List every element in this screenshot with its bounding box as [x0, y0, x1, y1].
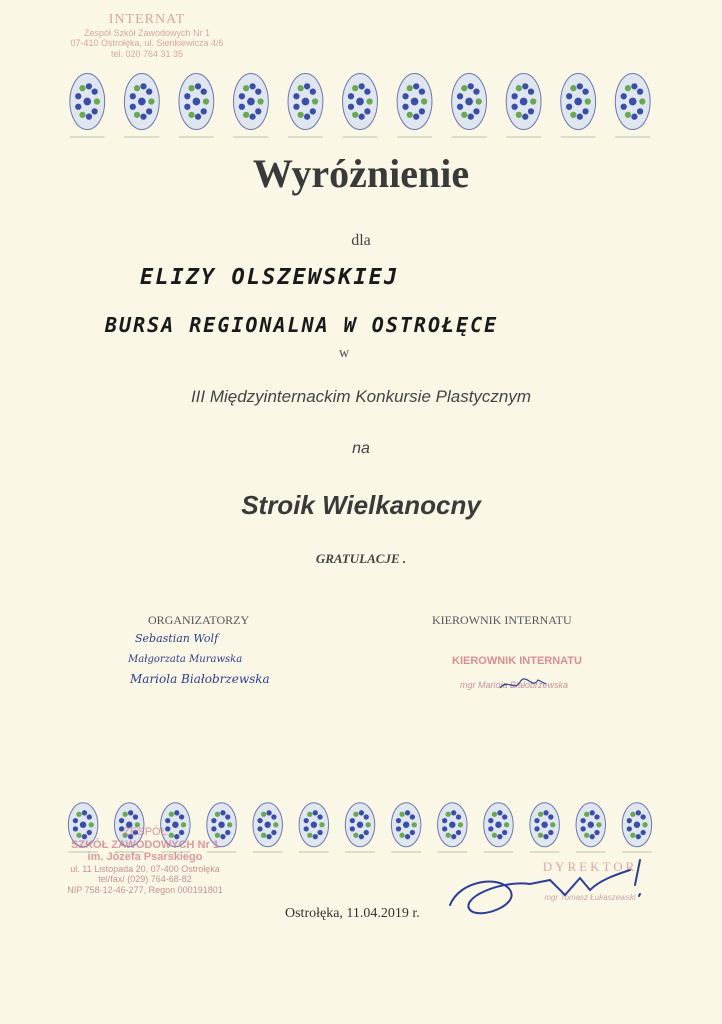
easter-eggs-top-border [60, 70, 660, 140]
in-word: w [339, 346, 350, 361]
director-signature [440, 850, 680, 930]
signature-scribble [498, 676, 548, 694]
easter-egg-icon [530, 803, 560, 852]
easter-egg-icon [179, 74, 214, 138]
category-name: Stroik Wielkanocny [241, 490, 481, 520]
internat-stamp [62, 12, 232, 59]
diploma-title: Wyróżnienie [252, 151, 470, 196]
easter-egg-icon [438, 803, 468, 852]
easter-egg-icon [288, 74, 323, 138]
stamp-line: SZKÓŁ ZAWODOWYCH Nr 1 [71, 838, 219, 851]
stamp-title: KIEROWNIK INTERNATU [452, 655, 582, 667]
easter-egg-icon [615, 74, 650, 138]
easter-egg-icon [576, 803, 606, 852]
organizer-signature: Małgorzata Murawska [128, 654, 243, 665]
recipient-name: ELIZY OLSZEWSKIEJ [140, 265, 400, 290]
for-word: dla [351, 232, 371, 249]
eggs-top-svg [60, 70, 660, 140]
easter-egg-icon [124, 74, 159, 138]
organizers-label: ORGANIZATORZY [148, 613, 250, 627]
easter-egg-icon [253, 803, 283, 852]
easter-egg-icon [233, 74, 268, 138]
competition-name: III Międzyinternackim Konkursie Plastycznym [190, 387, 532, 406]
head-signature-mark [498, 676, 548, 697]
easter-egg-icon [561, 74, 596, 138]
stamp-title: INTERNAT [108, 12, 186, 27]
stamp-name: mgr Mariola Białobrzewska [460, 679, 569, 690]
recipient-institution: BURSA REGIONALNA W OSTROŁĘCE [105, 313, 499, 337]
easter-egg-icon [622, 803, 652, 852]
stamp-line: NIP 758-12-46-277, Regon 000191801 [67, 884, 223, 895]
stamp-line: tel/fax/ (029) 764-68-82 [98, 874, 192, 885]
stamp-line: im. Józefa Psarskiego [87, 851, 203, 864]
stamp-line: Zespół Szkół Zawodowych Nr 1 [83, 28, 211, 39]
congratulations: GRATULACJE . [315, 551, 407, 566]
head-label: KIEROWNIK INTERNATU [432, 613, 572, 627]
organizer-signature: Mariola Białobrzewska [130, 672, 270, 686]
easter-egg-icon [391, 803, 421, 852]
easter-egg-icon [506, 74, 541, 138]
school-stamp [40, 826, 250, 895]
easter-egg-icon [397, 74, 432, 138]
on-word: na [352, 440, 370, 457]
organizer-signature: Sebastian Wolf [135, 632, 219, 645]
stamp-name: mgr Tomasz Łukaszewski [544, 892, 636, 902]
stamp-line: ul. 11 Listopada 20, 07-400 Ostrołęka [70, 863, 220, 874]
easter-egg-icon [70, 74, 105, 138]
stamp-line: 07-410 Ostrołęka, ul. Sienkiewicza 4/6 [70, 38, 224, 49]
easter-egg-icon [343, 74, 378, 138]
stamp-line: ZESPÓŁ [123, 826, 167, 838]
easter-egg-icon [299, 803, 329, 852]
easter-egg-icon [452, 74, 487, 138]
easter-egg-icon [484, 803, 514, 852]
easter-egg-icon [345, 803, 375, 852]
date-place: Ostrołęka, 11.04.2019 r. [285, 906, 420, 921]
stamp-line: tel. 020 764 31 35 [110, 48, 184, 59]
stamp-title: DYREKTOR [542, 859, 638, 874]
